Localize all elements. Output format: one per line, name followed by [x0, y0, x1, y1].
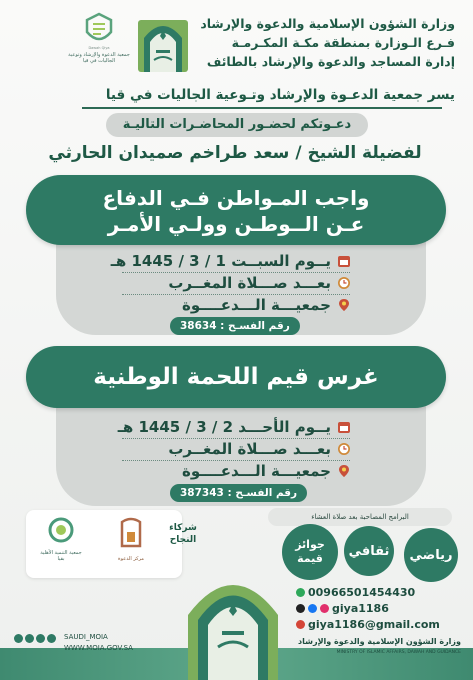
x-icon	[296, 604, 305, 613]
lecture-1-place: جمعيـــة الـــدعــــوة	[182, 296, 331, 314]
programs-label: البرامج المصاحبة بعد صلاة العشاء	[268, 508, 452, 526]
location-pin-icon	[337, 298, 351, 312]
calendar-icon	[337, 420, 351, 434]
invite-banner: دعـوتكم لحضـور المحاضـرات التاليـة	[106, 113, 368, 137]
lecture-1-title-line-1: واجب المـواطن فـي الدفاع	[102, 186, 370, 210]
divider	[122, 272, 350, 273]
program-sports: رياضي	[404, 528, 458, 582]
x-icon	[47, 634, 56, 643]
footer-social-handle: SAUDI_MOIA	[64, 633, 108, 641]
footer-ministry	[298, 636, 461, 658]
lecture-1-title	[26, 175, 446, 245]
lecture-1-place-row	[182, 296, 351, 314]
lecture-1-time-row	[168, 274, 351, 292]
footer-links	[64, 632, 133, 654]
association-sub: Dawah Qiya	[88, 46, 110, 50]
lecture-1-date-row	[111, 252, 351, 270]
clock-icon	[337, 276, 351, 290]
lecture-2-time-row	[168, 440, 351, 458]
footer-ministry-en: MINISTRY OF ISLAMIC AFFAIRS, DAWAH AND GUIDANCE	[336, 650, 461, 655]
contact-handle: giya1186	[332, 602, 389, 615]
host-line: يسر جمعية الدعـوة والإرشاد وتـوعية الجاليات في قيا	[105, 87, 455, 103]
program-cultural: ثقافي	[344, 526, 394, 576]
partner-1-name: جمعية التنمية الأهلية بقيا	[40, 550, 82, 562]
lecture-2-title-line-1: غرس قيم اللحمة الوطنية	[93, 364, 379, 390]
ministry-line-1: وزارة الشؤون الإسلامية والدعوة والإرشاد	[200, 16, 455, 31]
lecture-1-title-line-2: عـن الــوطـن وولـي الأمـر	[107, 212, 365, 236]
divider	[82, 107, 442, 109]
program-prizes: جوائز قيمة	[282, 524, 338, 580]
gmail-icon	[296, 620, 305, 629]
partner-2-emblem-icon	[116, 516, 146, 552]
partners-panel	[26, 510, 182, 578]
contact-phone-row	[296, 586, 415, 599]
partner-2-name: مركز الدعوة	[118, 556, 144, 562]
association-logo	[68, 12, 130, 64]
partner-1-emblem-icon	[46, 516, 76, 546]
lecture-2-date-row	[118, 418, 351, 436]
snapchat-icon	[36, 634, 45, 643]
youtube-icon	[25, 634, 34, 643]
clock-icon	[337, 442, 351, 456]
footer-website: WWW.MOIA.GOV.SA	[64, 644, 133, 652]
footer-social-icons	[14, 634, 56, 643]
ministry-line-2: فـرع الـوزارة بمنطقة مكـة المكـرمـة	[231, 35, 455, 50]
calendar-icon	[337, 254, 351, 268]
lecture-1-date: يــوم السبــت 1 / 3 / 1445 هـ	[110, 252, 331, 270]
location-pin-icon	[337, 464, 351, 478]
lecture-1-permit: رقم الفسـح : 38634	[170, 317, 300, 335]
lecture-2-time: بعـــد صـــلاة المغــرب	[168, 440, 331, 458]
ministry-line-3: إدارة المساجد والدعوة والإرشاد بالطائف	[206, 54, 455, 69]
contact-social-row	[296, 602, 389, 615]
ministry-emblem-icon	[188, 565, 278, 680]
ministry-header	[185, 14, 455, 71]
lecture-2-place: جمعيـــة الـــدعــــوة	[182, 462, 331, 480]
association-emblem-icon	[84, 12, 114, 46]
lecture-2-permit: رقم الفسـح : 387343	[170, 484, 307, 502]
partner-1-logo	[36, 516, 86, 562]
speaker-name: لفضيلة الشيخ / سعد طراخم صميدان الحارثي	[48, 143, 422, 163]
facebook-icon	[308, 604, 317, 613]
lecture-1-time: بعـــد صـــلاة المغــرب	[168, 274, 331, 292]
lecture-2-date: يــوم الأحـــد 2 / 3 / 1445 هـ	[117, 418, 331, 436]
partners-label: شركاء النجاح	[169, 523, 197, 545]
lecture-2-place-row	[182, 462, 351, 480]
divider	[122, 294, 350, 295]
divider	[122, 438, 350, 439]
association-name: جمعية الدعوة والإرشاد وتوعية الجاليات في قيا	[68, 52, 130, 64]
ministry-logo-icon	[134, 10, 192, 74]
instagram-icon	[14, 634, 23, 643]
contact-email-row	[296, 618, 440, 631]
footer-ministry-ar: وزارة الشؤون الإسلامية والدعوة والإرشاد	[298, 637, 461, 646]
instagram-icon	[320, 604, 329, 613]
contact-email: giya1186@gmail.com	[308, 618, 440, 631]
whatsapp-icon	[296, 588, 305, 597]
contact-phone: 00966501454430	[308, 586, 416, 599]
divider	[122, 460, 350, 461]
partner-2-logo	[106, 516, 156, 562]
lecture-2-title	[26, 346, 446, 408]
